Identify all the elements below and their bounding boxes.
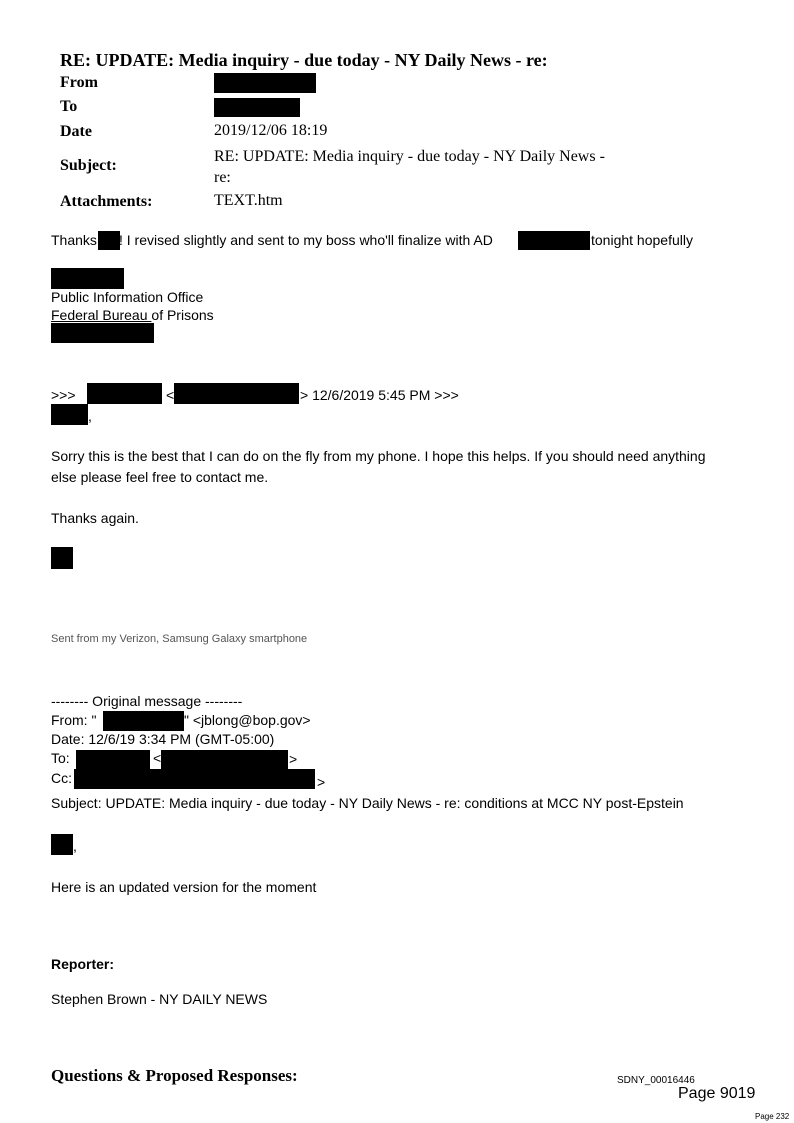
original-divider: -------- Original message -------- <box>51 693 243 709</box>
redaction-box <box>76 750 150 769</box>
to-label: To <box>60 98 78 115</box>
thanks-start: Thanks <box>51 232 97 248</box>
redaction-box <box>51 834 73 855</box>
thanks-middle: ! I revised slightly and sent to my boss who'll finalize with AD <box>119 232 493 248</box>
bates-number: SDNY_00016446 <box>617 1075 695 1086</box>
quote-para-line2: else please feel free to contact me. <box>51 469 269 485</box>
date-value: 2019/12/06 18:19 <box>214 122 328 139</box>
page-number: Page 9019 <box>678 1085 756 1102</box>
salutation-comma: , <box>88 408 92 424</box>
signature-bureau-link[interactable]: Federal Bureau <box>51 307 152 323</box>
orig-intro: Here is an updated version for the moment <box>51 879 317 895</box>
orig-to-lt: < <box>153 750 162 766</box>
redaction-box <box>98 231 120 250</box>
date-label: Date <box>60 123 92 140</box>
redaction-box <box>87 383 162 404</box>
subject-value-line1: RE: UPDATE: Media inquiry - due today - NY Daily News - <box>214 148 605 165</box>
page-number-small: Page 232 <box>755 1112 790 1121</box>
orig-cc-gt: > <box>317 774 326 790</box>
quote-stamp: > 12/6/2019 5:45 PM >>> <box>300 387 459 403</box>
redaction-box <box>518 231 590 250</box>
orig-cc-label: Cc: <box>51 770 72 786</box>
orig-salutation-comma: , <box>73 838 77 854</box>
sent-from-line: Sent from my Verizon, Samsung Galaxy smartphone <box>51 633 308 645</box>
from-label: From <box>60 74 98 91</box>
quote-para-line1: Sorry this is the best that I can do on the fly from my phone. I hope this helps. If you should need anything <box>51 448 706 464</box>
signature-office: Public Information Office <box>51 289 204 305</box>
orig-subject: Subject: UPDATE: Media inquiry - due today - NY Daily News - re: conditions at MCC NY post-Epstein <box>51 795 684 811</box>
redaction-box <box>214 98 300 117</box>
reporter-label: Reporter: <box>51 956 115 972</box>
redaction-box <box>161 750 288 769</box>
orig-from-label: From: " <box>51 712 97 728</box>
thanks-again: Thanks again. <box>51 510 139 526</box>
redaction-box <box>103 711 184 731</box>
thanks-end: tonight hopefully <box>591 232 693 248</box>
orig-to-label: To: <box>51 750 70 766</box>
orig-from-email[interactable]: " <jblong@bop.gov> <box>184 712 311 728</box>
email-title: RE: UPDATE: Media inquiry - due today - NY Daily News - re: <box>60 50 548 70</box>
redaction-box <box>51 268 124 289</box>
quote-prefix: >>> <box>51 387 76 403</box>
questions-heading: Questions & Proposed Responses: <box>51 1066 298 1085</box>
subject-label: Subject: <box>60 157 117 174</box>
signature-bureau-rest: of Prisons <box>151 307 214 323</box>
signature-bureau <box>51 307 214 323</box>
redaction-box <box>214 73 316 93</box>
redaction-box <box>51 547 73 569</box>
attachment-link[interactable]: TEXT.htm <box>214 192 283 209</box>
attachments-label: Attachments: <box>60 193 153 210</box>
reporter-value: Stephen Brown - NY DAILY NEWS <box>51 991 268 1007</box>
redaction-box <box>174 383 299 404</box>
redaction-box <box>51 404 88 425</box>
redaction-box <box>74 769 315 789</box>
orig-to-gt: > <box>289 751 298 767</box>
subject-value-line2: re: <box>214 169 231 186</box>
redaction-box <box>51 323 154 343</box>
orig-date: Date: 12/6/19 3:34 PM (GMT-05:00) <box>51 731 275 747</box>
quote-lt: < <box>166 387 175 403</box>
